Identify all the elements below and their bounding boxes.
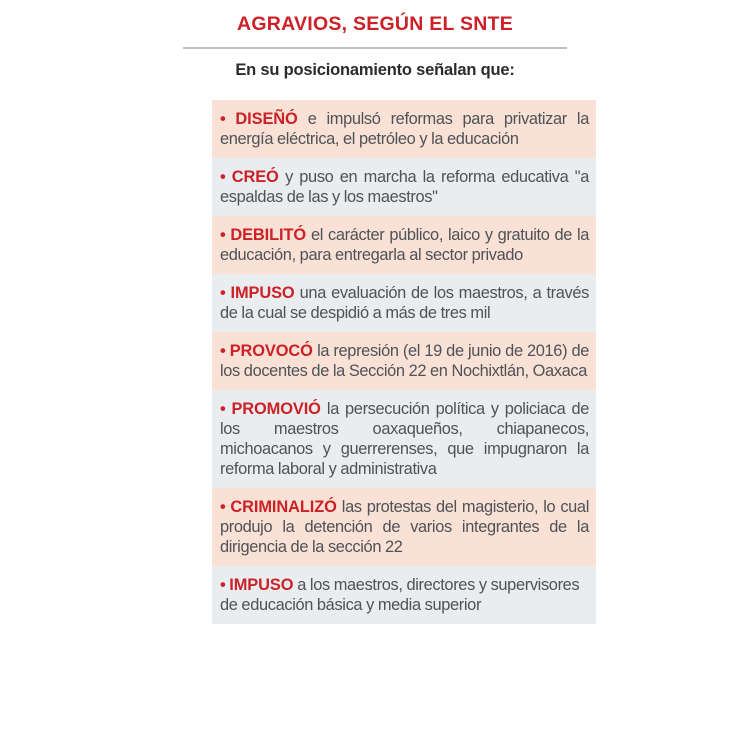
list-item-text bbox=[220, 109, 589, 149]
bullet-icon: • bbox=[220, 498, 231, 517]
list-item-text bbox=[220, 167, 589, 207]
list-item bbox=[212, 488, 596, 566]
list-item-body: las protestas del magisterio, lo cual produjo la detención de varios integrantes de la dirigencia de la sección 22 bbox=[220, 498, 589, 557]
list-item-body: a los maestros, directores y supervisores de educación básica y media superior bbox=[220, 576, 580, 615]
list-item-text bbox=[220, 283, 589, 323]
title-divider bbox=[183, 47, 567, 49]
list-item bbox=[212, 566, 596, 624]
list-item-keyword: DISEÑÓ bbox=[235, 110, 298, 128]
list-item-keyword: PROMOVIÓ bbox=[231, 400, 321, 419]
list-item-body: una evaluación de los maestros, a través de la cual se despidió a más de tres mil bbox=[220, 284, 589, 323]
list-item bbox=[212, 390, 596, 488]
bullet-icon: • bbox=[220, 400, 232, 419]
list-item-keyword: IMPUSO bbox=[230, 284, 295, 303]
list-item-text bbox=[220, 497, 589, 557]
bullet-icon: • bbox=[220, 168, 232, 187]
list-item-keyword: DEBILITÓ bbox=[230, 226, 307, 245]
list-item-body: el carácter público, laico y gratuito de la educación, para entregarla al sector privado bbox=[220, 226, 590, 265]
bullet-icon: • bbox=[220, 576, 230, 595]
list-item-body: la persecución política y policiaca de los maestros oaxaqueños, chiapanecos, michoacanos y guerrerenses, que impugnaron la reforma laboral y administrativa bbox=[220, 400, 589, 479]
bullet-icon: • bbox=[220, 110, 236, 128]
list-item bbox=[212, 100, 596, 158]
list-item-body: y puso en marcha la reforma educativa "a espaldas de las y los maestros" bbox=[220, 168, 589, 207]
list-item bbox=[212, 216, 596, 274]
grievance-list bbox=[212, 100, 596, 624]
list-item-text bbox=[220, 225, 589, 265]
list-item-text bbox=[220, 575, 589, 615]
list-item-text bbox=[220, 399, 589, 479]
subtitle: En su posicionamiento señalan que: bbox=[235, 61, 515, 80]
bullet-icon: • bbox=[220, 342, 230, 361]
bullet-icon: • bbox=[220, 284, 231, 303]
list-item-body: e impulsó reformas para privatizar la energía eléctrica, el petróleo y la educación bbox=[220, 110, 589, 149]
list-item-body: la represión (el 19 de junio de 2016) de los docentes de la Sección 22 en Nochixtlán, Oaxaca bbox=[220, 342, 589, 381]
list-item-keyword: CREÓ bbox=[231, 168, 279, 187]
list-item-keyword: CRIMINALIZÓ bbox=[230, 498, 337, 517]
bullet-icon: • bbox=[220, 226, 231, 245]
list-item-keyword: IMPUSO bbox=[229, 576, 294, 595]
list-item bbox=[212, 274, 596, 332]
page-title: AGRAVIOS, SEGÚN EL SNTE bbox=[237, 13, 513, 35]
list-item bbox=[212, 158, 596, 216]
list-item bbox=[212, 332, 596, 390]
list-item-keyword: PROVOCÓ bbox=[229, 342, 313, 361]
header bbox=[183, 0, 567, 81]
list-item-text bbox=[220, 341, 589, 381]
